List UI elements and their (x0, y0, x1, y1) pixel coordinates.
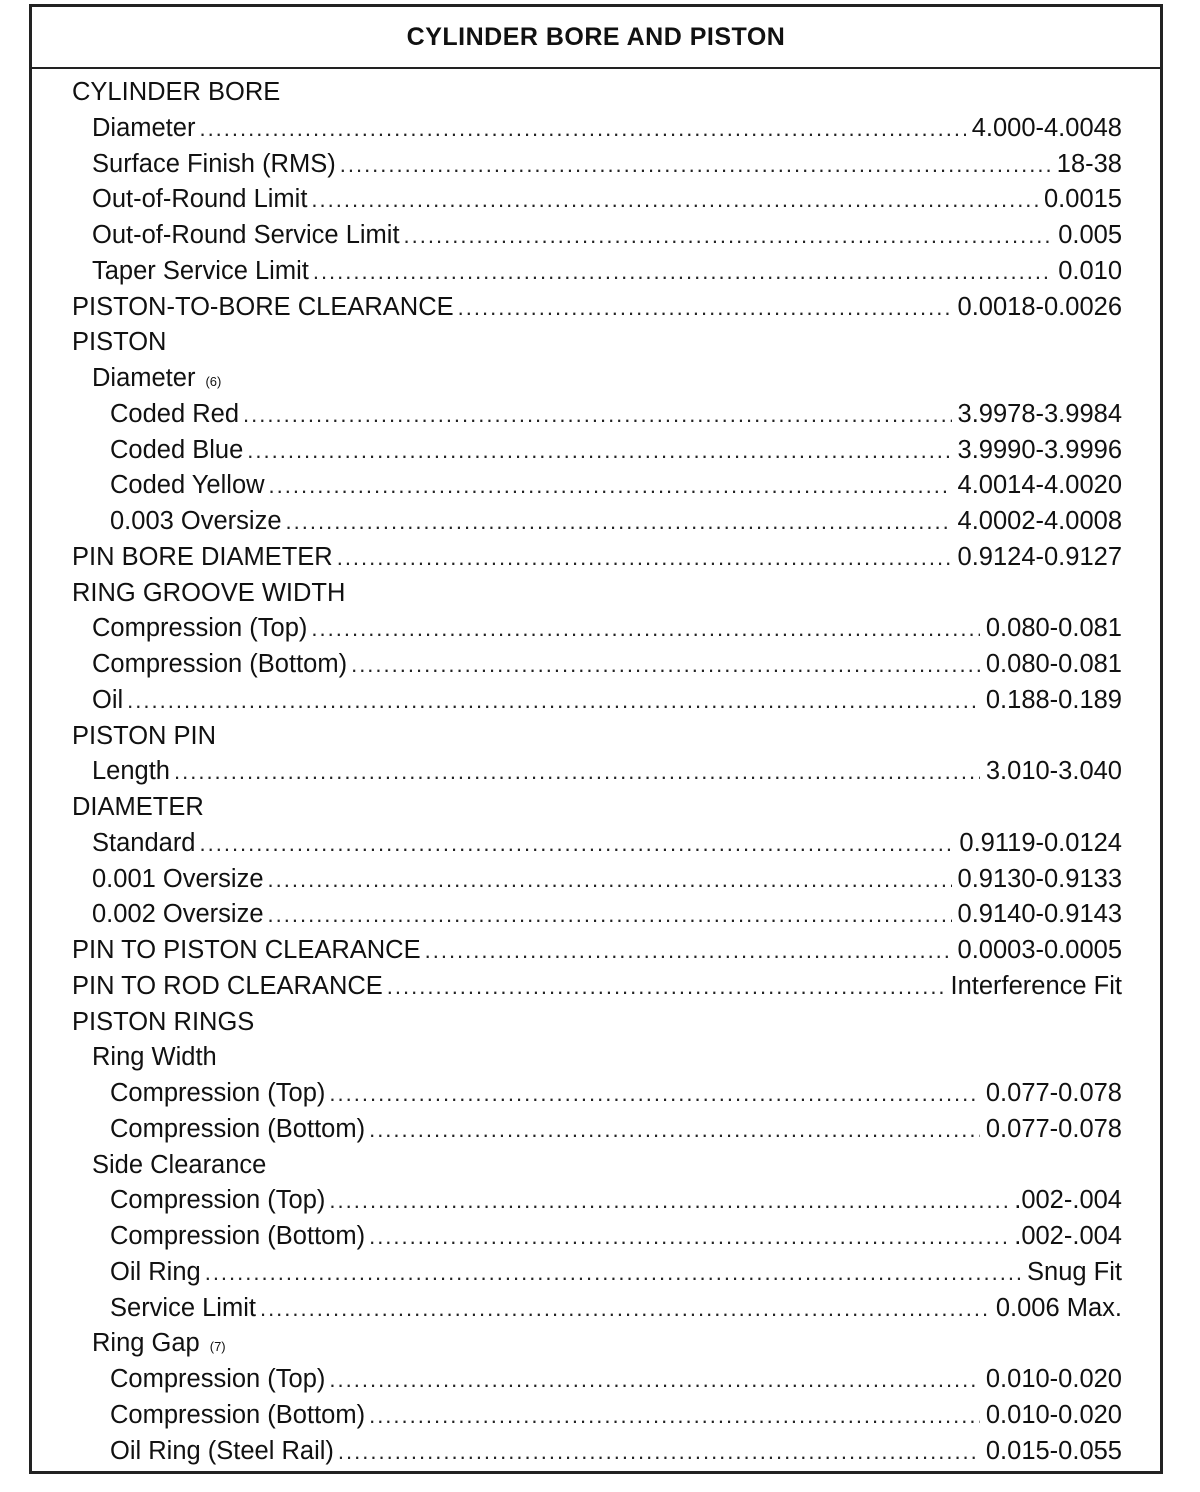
spec-row (32, 397, 1122, 431)
dot-leader (329, 1184, 1008, 1218)
spec-value: 4.0014-4.0020 (957, 471, 1122, 500)
table-title: CYLINDER BORE AND PISTON (406, 22, 786, 51)
spec-label: Compression (Bottom) (92, 650, 348, 678)
spec-row (32, 111, 1122, 145)
spec-value: 0.0003-0.0005 (957, 936, 1122, 964)
spec-value: .002-.004 (1014, 1222, 1122, 1250)
spec-row (32, 1148, 1122, 1182)
spec-label: Service Limit (110, 1293, 256, 1322)
spec-label: Diameter (92, 364, 196, 392)
spec-label: Compression (Bottom) (110, 1222, 366, 1250)
spec-label: Side Clearance (92, 1150, 267, 1179)
dot-leader (243, 398, 952, 432)
spec-value: 18-38 (1056, 149, 1122, 178)
spec-label: Diameter (92, 113, 196, 142)
spec-row (32, 540, 1122, 574)
spec-value: Interference Fit (950, 971, 1122, 1000)
dot-leader (338, 1435, 980, 1469)
spec-value: .002-.004 (1014, 1186, 1122, 1215)
spec-row (32, 1112, 1122, 1146)
spec-label: Oil Ring (110, 1257, 201, 1286)
spec-row (32, 218, 1122, 252)
spec-row (32, 1183, 1122, 1217)
spec-label: 0.001 Oversize (92, 864, 264, 893)
spec-label: Out-of-Round Service Limit (92, 221, 400, 249)
spec-value: 0.010 (1058, 256, 1122, 285)
spec-label: Compression (Top) (110, 1079, 326, 1107)
spec-value: 0.0018-0.0026 (957, 292, 1122, 321)
spec-value: 3.9978-3.9984 (957, 399, 1122, 428)
dot-leader (369, 1113, 980, 1147)
spec-row (32, 1076, 1122, 1110)
dot-leader (425, 934, 952, 968)
dot-leader (337, 541, 952, 575)
table-header (32, 7, 1160, 69)
spec-value: 0.077-0.078 (985, 1114, 1122, 1143)
spec-row (32, 1434, 1122, 1468)
spec-row (32, 683, 1122, 717)
spec-row (32, 75, 1122, 109)
spec-label: PISTON (72, 328, 167, 357)
spec-value: Snug Fit (1027, 1257, 1122, 1286)
spec-row (32, 1291, 1122, 1325)
spec-value: 0.080-0.081 (985, 650, 1122, 678)
dot-leader (286, 505, 952, 539)
dot-leader (351, 648, 980, 682)
dot-leader (458, 291, 952, 325)
dot-leader (268, 898, 952, 932)
spec-label: PIN BORE DIAMETER (72, 542, 333, 571)
spec-label: PIN TO PISTON CLEARANCE (72, 936, 421, 964)
spec-value: 0.9130-0.9133 (957, 864, 1122, 893)
dot-leader (311, 183, 1038, 217)
spec-row (32, 1398, 1122, 1432)
spec-value: 0.006 Max. (995, 1293, 1122, 1322)
dot-leader (127, 684, 980, 718)
spec-label: PISTON-TO-BORE CLEARANCE (72, 292, 454, 321)
spec-row (32, 611, 1122, 645)
spec-row (32, 576, 1122, 610)
spec-label: CYLINDER BORE (72, 78, 281, 106)
spec-label: Compression (Top) (92, 614, 308, 643)
spec-value: 0.010-0.020 (985, 1365, 1122, 1393)
spec-value: 0.188-0.189 (985, 685, 1122, 714)
spec-label: Oil (92, 685, 124, 714)
dot-leader (199, 112, 965, 146)
spec-label: Standard (92, 828, 196, 857)
spec-label: DIAMETER (72, 793, 204, 821)
dot-leader (268, 863, 952, 897)
spec-value: 0.015-0.055 (985, 1436, 1122, 1465)
dot-leader (369, 1220, 1008, 1254)
dot-leader (174, 755, 980, 789)
spec-label: Ring Width (92, 1043, 217, 1072)
spec-label: Coded Red (110, 399, 240, 428)
spec-row (32, 1040, 1122, 1074)
dot-leader (404, 219, 1053, 253)
dot-leader (340, 148, 1051, 182)
spec-row (32, 790, 1122, 824)
dot-leader (369, 1399, 980, 1433)
spec-value: 3.010-3.040 (985, 757, 1122, 786)
spec-row (32, 1005, 1122, 1039)
spec-row (32, 1362, 1122, 1396)
spec-value: 0.9140-0.9143 (957, 900, 1122, 929)
spec-value: 4.0002-4.0008 (957, 507, 1122, 535)
spec-value: 0.010-0.020 (985, 1400, 1122, 1429)
spec-label: Compression (Bottom) (110, 1400, 366, 1429)
spec-row (32, 325, 1122, 359)
spec-label: Length (92, 757, 170, 786)
dot-leader (329, 1077, 979, 1111)
dot-leader (313, 255, 1052, 289)
spec-row (32, 826, 1122, 860)
spec-label: RING GROOVE WIDTH (72, 578, 346, 607)
spec-value: 0.0015 (1044, 185, 1122, 214)
spec-row (32, 504, 1122, 538)
dot-leader (260, 1292, 990, 1326)
spec-value: 0.9124-0.9127 (957, 542, 1122, 571)
spec-label: Compression (Top) (110, 1186, 326, 1215)
spec-row (32, 468, 1122, 502)
dot-leader (205, 1256, 1021, 1290)
spec-row (32, 147, 1122, 181)
spec-row (32, 862, 1122, 896)
spec-row (32, 1255, 1122, 1289)
spec-value: 0.005 (1058, 221, 1122, 249)
spec-label: Compression (Bottom) (110, 1114, 366, 1143)
spec-label: Coded Yellow (110, 471, 265, 500)
spec-value: 0.9119-0.0124 (959, 828, 1122, 857)
footnote-marker: (7) (209, 1339, 226, 1355)
spec-row (32, 969, 1122, 1003)
spec-table (29, 4, 1163, 1474)
dot-leader (200, 827, 954, 861)
dot-leader (387, 970, 945, 1004)
spec-label: 0.003 Oversize (110, 507, 282, 535)
dot-leader (329, 1363, 979, 1397)
spec-label: Taper Service Limit (92, 256, 309, 285)
spec-row (32, 719, 1122, 753)
spec-label: Surface Finish (RMS) (92, 149, 336, 178)
spec-value: 3.9990-3.9996 (957, 435, 1122, 464)
spec-label: 0.002 Oversize (92, 900, 264, 929)
spec-row (32, 290, 1122, 324)
spec-row (32, 647, 1122, 681)
spec-label: Oil Ring (Steel Rail) (110, 1436, 334, 1465)
spec-label: Compression (Top) (110, 1365, 326, 1393)
spec-label: Ring Gap (92, 1329, 200, 1358)
spec-row (32, 754, 1122, 788)
spec-row (32, 254, 1122, 288)
spec-row (32, 361, 1122, 395)
spec-row (32, 1219, 1122, 1253)
spec-row (32, 897, 1122, 931)
spec-row (32, 182, 1122, 216)
footnote-marker: (6) (205, 374, 222, 389)
spec-value: 4.000-4.0048 (971, 113, 1122, 142)
spec-label: PIN TO ROD CLEARANCE (72, 971, 383, 1000)
spec-value: 0.077-0.078 (985, 1079, 1122, 1107)
spec-row (32, 1326, 1122, 1360)
spec-label: PISTON PIN (72, 721, 217, 750)
spec-label: Out-of-Round Limit (92, 185, 308, 214)
dot-leader (247, 434, 951, 468)
spec-row (32, 433, 1122, 467)
spec-label: PISTON RINGS (72, 1007, 255, 1036)
spec-value: 0.080-0.081 (985, 614, 1122, 643)
dot-leader (311, 612, 979, 646)
dot-leader (269, 469, 952, 503)
spec-row (32, 933, 1122, 967)
spec-label: Coded Blue (110, 435, 244, 464)
